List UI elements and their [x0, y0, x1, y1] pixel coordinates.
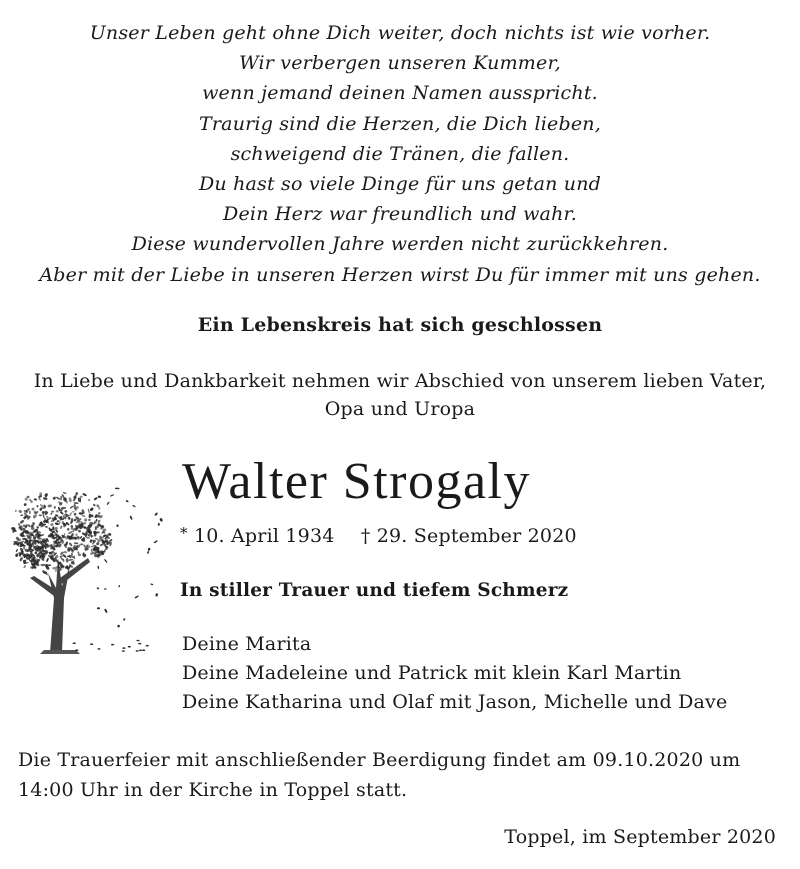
death-symbol: † — [360, 525, 371, 547]
family-member: Deine Katharina und Olaf mit Jason, Michelle und Dave — [182, 691, 728, 713]
poem-line: Traurig sind die Herzen, die Dich lieben, — [199, 112, 601, 135]
birth-date: 10. April 1934 — [193, 525, 335, 547]
death-date: 29. September 2020 — [376, 525, 577, 547]
intro-line: In Liebe und Dankbarkeit nehmen wir Abschied von unserem lieben Vater, — [33, 370, 767, 392]
funeral-line: 14:00 Uhr in der Kirche in Toppel statt. — [18, 778, 408, 801]
funeral-line: Die Trauerfeier mit anschließender Beerdigung findet am 09.10.2020 um — [18, 749, 741, 771]
poem-line: Wir verbergen unseren Kummer, — [239, 52, 561, 75]
funeral-info — [18, 746, 788, 805]
poem-line: Aber mit der Liebe in unseren Herzen wirst Du für immer mit uns gehen. — [39, 263, 761, 286]
poem-line: Dein Herz war freundlich und wahr. — [223, 203, 577, 226]
poem — [0, 18, 800, 290]
intro-text — [0, 367, 800, 423]
family-member: Deine Madeleine und Patrick mit klein Karl Martin — [182, 662, 682, 684]
poem-line: wenn jemand deinen Namen ausspricht. — [202, 82, 598, 105]
family-list — [182, 630, 727, 717]
place-date-signoff: Toppel, im September 2020 — [504, 826, 776, 848]
poem-line: schweigend die Tränen, die fallen. — [230, 142, 570, 165]
intro-line: Opa und Uropa — [324, 398, 476, 420]
grief-heading: In stiller Trauer und tiefem Schmerz — [180, 580, 569, 601]
birth-symbol: * — [180, 524, 188, 542]
motto-heading: Ein Lebenskreis hat sich geschlossen — [197, 314, 603, 336]
poem-line: Unser Leben geht ohne Dich weiter, doch nichts ist wie vorher. — [89, 22, 711, 44]
deceased-name: Walter Strogaly — [182, 453, 531, 510]
poem-line: Diese wundervollen Jahre werden nicht zurückkehren. — [131, 233, 669, 256]
family-member: Deine Marita — [182, 633, 312, 655]
life-dates — [180, 524, 577, 547]
poem-line: Du hast so viele Dinge für uns getan und — [198, 173, 602, 196]
tree-icon — [10, 478, 170, 658]
